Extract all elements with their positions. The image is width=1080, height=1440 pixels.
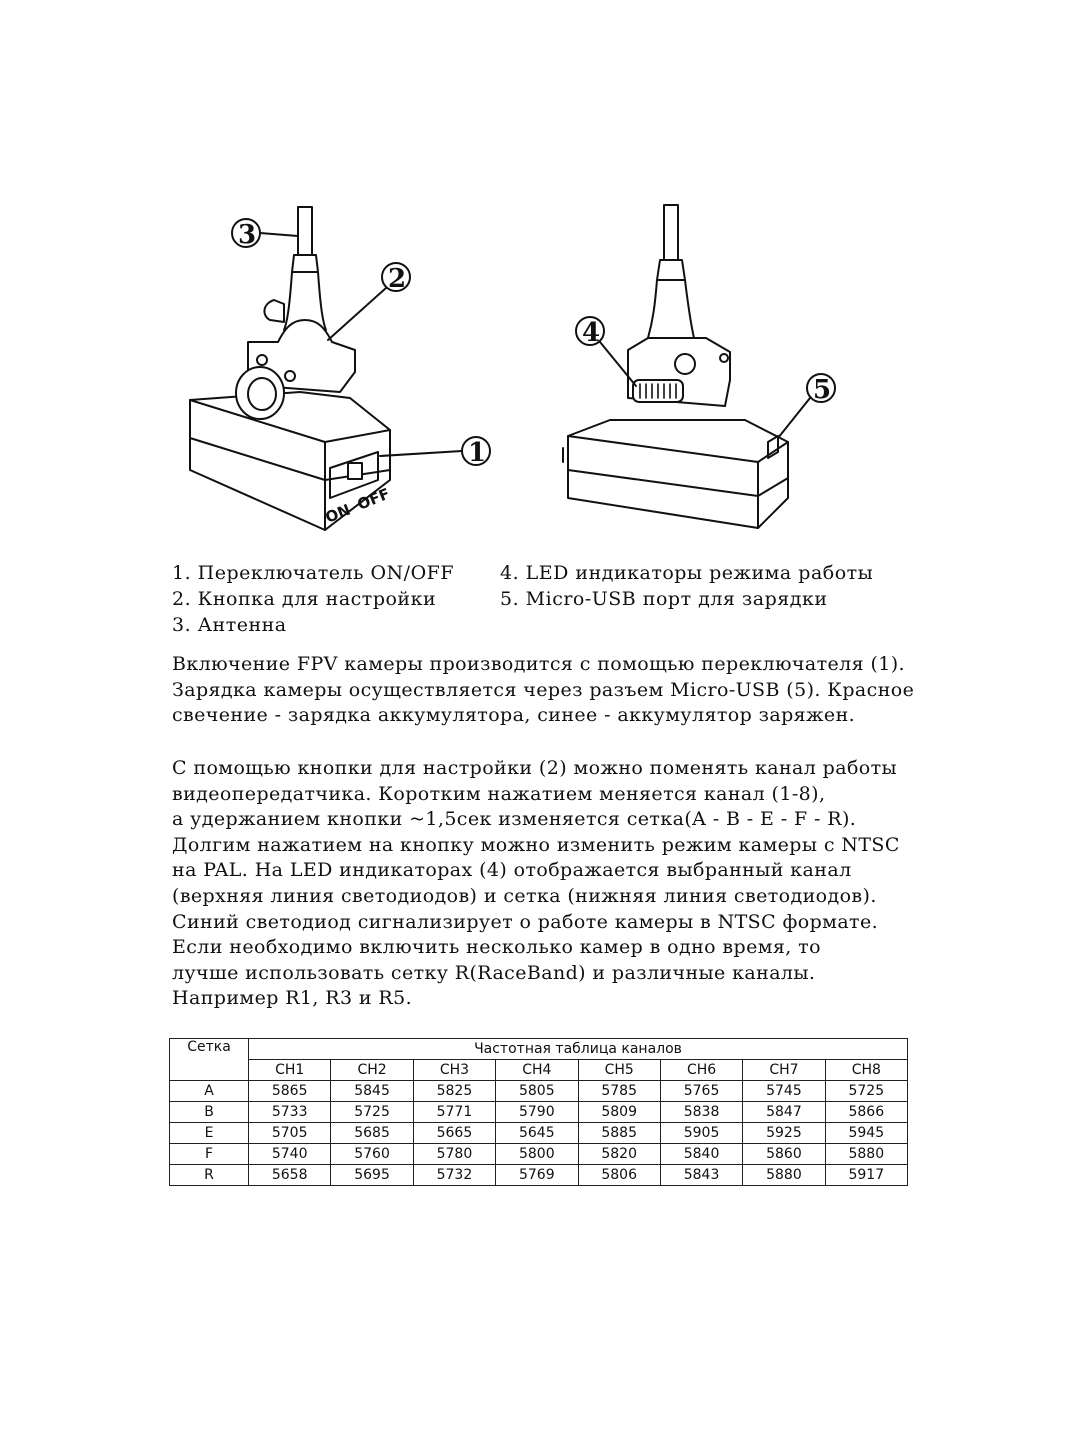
frequency-cell: 5917 (825, 1165, 907, 1186)
frequency-cell: 5806 (578, 1165, 660, 1186)
frequency-cell: 5705 (249, 1123, 331, 1144)
frequency-cell: 5845 (331, 1081, 413, 1102)
channel-header: CH1 (249, 1060, 331, 1081)
frequency-cell: 5765 (660, 1081, 742, 1102)
svg-text:2: 2 (388, 264, 407, 294)
paragraph-channel-setup: С помощью кнопки для настройки (2) можно поменять канал работы видеопередатчика. Коротким нажатием меняется канал (1-8), а удержанием кнопки ~1,5сек изменяется сетка(A - B - E - F - R). Долгим нажатием на кнопку можно изменить режим камеры с NTSC на PAL. На LED индикаторах (4) отображается выбранный канал (верхняя линия светодиодов) и сетка (нижняя линия светодиодов). Синий светодиод сигнализирует о работе камеры в NTSC формате. Если необходимо включить несколько камер в одно время, то лучше использовать сетку R(RaceBand) и различные каналы. Например R1, R3 и R5. (172, 757, 900, 1010)
svg-text:4: 4 (582, 318, 601, 348)
frequency-cell: 5860 (743, 1144, 825, 1165)
camera-front-view (190, 207, 392, 530)
frequency-cell: 5769 (496, 1165, 578, 1186)
frequency-cell: 5695 (331, 1165, 413, 1186)
channel-header: CH7 (743, 1060, 825, 1081)
callout-5 (778, 374, 835, 438)
table-row (170, 1081, 908, 1102)
frequency-cell: 5771 (413, 1102, 495, 1123)
frequency-cell: 5725 (825, 1081, 907, 1102)
callout-2 (328, 263, 410, 340)
switch-on-label: ON (322, 500, 353, 527)
svg-text:3: 3 (238, 220, 257, 250)
frequency-cell: 5905 (660, 1123, 742, 1144)
svg-text:1: 1 (468, 438, 487, 468)
table-row (170, 1165, 908, 1186)
frequency-cell: 5732 (413, 1165, 495, 1186)
legend-item-antenna: 3. Антенна (172, 614, 287, 636)
channel-header: CH3 (413, 1060, 495, 1081)
frequency-cell: 5925 (743, 1123, 825, 1144)
frequency-cell: 5745 (743, 1081, 825, 1102)
device-illustrations (150, 180, 930, 550)
frequency-cell: 5838 (660, 1102, 742, 1123)
led-indicators (633, 380, 683, 402)
frequency-cell: 5725 (331, 1102, 413, 1123)
frequency-cell: 5740 (249, 1144, 331, 1165)
grid-cell: F (170, 1144, 249, 1165)
channel-header: CH8 (825, 1060, 907, 1081)
frequency-cell: 5780 (413, 1144, 495, 1165)
legend-item-usb: 5. Micro-USB порт для зарядки (500, 588, 828, 610)
parts-legend (172, 560, 932, 638)
frequency-cell: 5685 (331, 1123, 413, 1144)
frequency-cell: 5945 (825, 1123, 907, 1144)
frequency-cell: 5805 (496, 1081, 578, 1102)
frequency-cell: 5733 (249, 1102, 331, 1123)
channel-header: CH5 (578, 1060, 660, 1081)
grid-cell: E (170, 1123, 249, 1144)
switch-off-label: OFF (354, 484, 393, 514)
table-row (170, 1102, 908, 1123)
frequency-cell: 5843 (660, 1165, 742, 1186)
svg-text:5: 5 (813, 375, 832, 405)
frequency-cell: 5665 (413, 1123, 495, 1144)
grid-header: Сетка (170, 1039, 249, 1081)
frequency-cell: 5880 (743, 1165, 825, 1186)
frequency-cell: 5800 (496, 1144, 578, 1165)
frequency-cell: 5658 (249, 1165, 331, 1186)
paragraph-power-charging: Включение FPV камеры производится с помощью переключателя (1). Зарядка камеры осуществляется через разъем Micro-USB (5). Красное свечение - зарядка аккумулятора, синее - аккумулятор заряжен. (172, 653, 915, 727)
channel-header: CH4 (496, 1060, 578, 1081)
frequency-table (169, 1038, 908, 1186)
table-row (170, 1123, 908, 1144)
frequency-cell: 5847 (743, 1102, 825, 1123)
frequency-cell: 5825 (413, 1081, 495, 1102)
device-drawing (150, 180, 930, 550)
callout-1 (380, 437, 490, 468)
table-row (170, 1144, 908, 1165)
frequency-cell: 5790 (496, 1102, 578, 1123)
frequency-cell: 5866 (825, 1102, 907, 1123)
channel-header: CH6 (660, 1060, 742, 1081)
frequency-cell: 5645 (496, 1123, 578, 1144)
legend-item-switch: 1. Переключатель ON/OFF (172, 562, 455, 584)
frequency-cell: 5865 (249, 1081, 331, 1102)
callout-3 (232, 219, 298, 250)
grid-cell: B (170, 1102, 249, 1123)
frequency-cell: 5885 (578, 1123, 660, 1144)
frequency-cell: 5820 (578, 1144, 660, 1165)
channel-header: CH2 (331, 1060, 413, 1081)
frequency-cell: 5840 (660, 1144, 742, 1165)
grid-cell: A (170, 1081, 249, 1102)
grid-cell: R (170, 1165, 249, 1186)
table-title: Частотная таблица каналов (249, 1039, 908, 1060)
frequency-cell: 5785 (578, 1081, 660, 1102)
frequency-cell: 5880 (825, 1144, 907, 1165)
frequency-cell: 5809 (578, 1102, 660, 1123)
legend-item-led: 4. LED индикаторы режима работы (500, 562, 874, 584)
camera-rear-view (563, 205, 788, 528)
frequency-cell: 5760 (331, 1144, 413, 1165)
legend-item-button: 2. Кнопка для настройки (172, 588, 437, 610)
